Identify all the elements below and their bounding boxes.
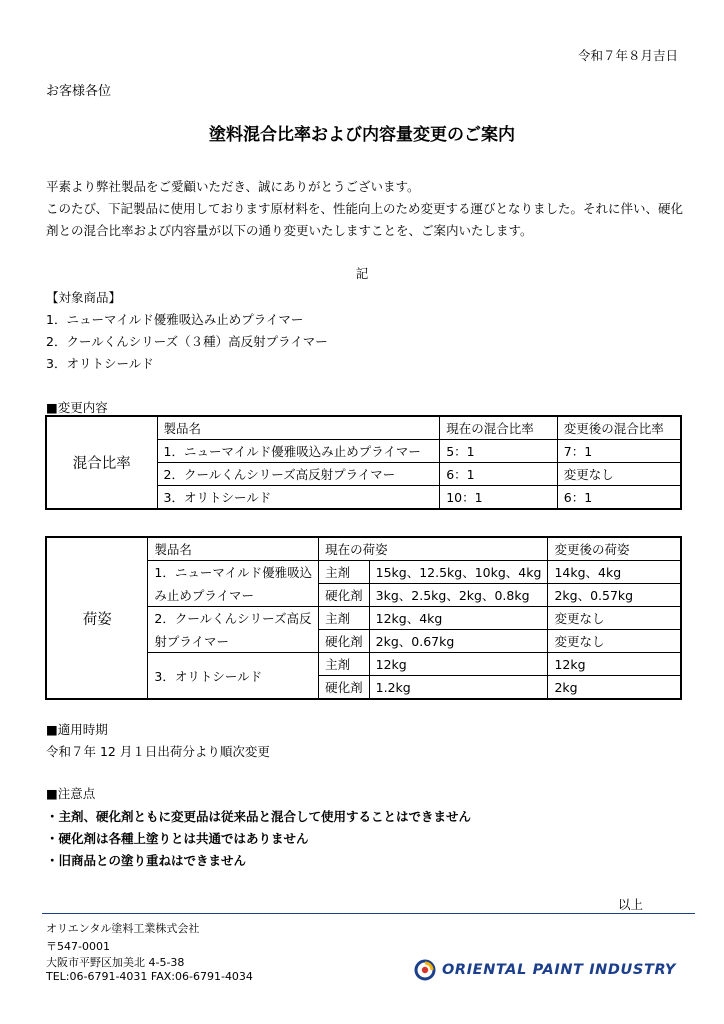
current-pack-cell: 12kg xyxy=(369,653,548,676)
note-item: ・硬化剤は各種上塗りとは共通ではありません xyxy=(46,831,309,846)
company-logo xyxy=(414,957,676,983)
issue-date: 令和７年８月吉日 xyxy=(577,48,678,63)
product-name-cell: 2．クールくんシリーズ高反 xyxy=(148,607,319,630)
new-pack-cell: 12kg xyxy=(548,653,681,676)
new-pack-cell: 2kg xyxy=(548,676,681,700)
current-pack-cell: 1.2kg xyxy=(369,676,548,700)
intro-greeting: 平素より弊社製品をご愛顧いただき、誠にありがとうございます。 xyxy=(46,179,420,194)
period-text: 令和７年 12 月１日出荷分より順次変更 xyxy=(46,744,270,759)
table-header-cell: 製品名 xyxy=(157,416,440,440)
new-pack-cell: 変更なし xyxy=(548,607,681,630)
current-pack-cell: 3kg、2.5kg、2kg、0.8kg xyxy=(369,584,548,607)
company-name: オリエンタル塗料工業株式会社 xyxy=(46,922,200,935)
closing-mark: 以上 xyxy=(618,897,644,912)
product-name-cell: 3．オリトシールド xyxy=(148,653,319,700)
product-name-cell: み止めプライマー xyxy=(148,584,319,607)
mix-ratio-label: 混合比率 xyxy=(46,416,157,509)
component-cell: 主剤 xyxy=(319,561,370,584)
document-title: 塗料混合比率および内容量変更のご案内 xyxy=(209,125,515,145)
intro-paragraph: このたび、下記製品に使用しております原材料を、性能向上のため変更する運びとなりました。それに伴い、硬化剤との混合比率および内容量が以下の通り変更いたしますことを、ご案内いたします。 xyxy=(46,201,684,238)
logo-wordmark: ORIENTAL PAINT INDUSTRY xyxy=(442,962,676,978)
table-header-cell: 製品名 xyxy=(148,537,319,561)
table-header-row xyxy=(46,537,681,561)
salutation: お客様各位 xyxy=(46,84,112,99)
product-name-cell: 射プライマー xyxy=(148,630,319,653)
component-cell: 主剤 xyxy=(319,653,370,676)
product-name-cell: 1．ニューマイルド優雅吸込み止めプライマー xyxy=(157,440,440,463)
new-pack-cell: 2kg、0.57kg xyxy=(548,584,681,607)
company-postal: 〒547-0001 xyxy=(46,940,110,953)
component-cell: 主剤 xyxy=(319,607,370,630)
current-pack-cell: 2kg、0.67kg xyxy=(369,630,548,653)
footer-divider xyxy=(42,913,695,914)
ki-marker: 記 xyxy=(355,266,369,281)
packaging-table xyxy=(45,536,682,700)
company-address: 大阪市平野区加美北 4-5-38 xyxy=(46,956,185,969)
target-item: 3．オリトシールド xyxy=(46,356,154,371)
product-name-cell: 2．クールくんシリーズ高反射プライマー xyxy=(157,463,440,486)
company-contact: TEL:06-6791-4031 FAX:06-6791-4034 xyxy=(46,970,253,983)
new-pack-cell: 14kg、4kg xyxy=(548,561,681,584)
new-ratio-cell: 6：1 xyxy=(557,486,681,510)
table-header-row xyxy=(46,416,681,440)
current-ratio-cell: 5：1 xyxy=(440,440,558,463)
changes-heading: ■変更内容 xyxy=(46,400,108,415)
note-item: ・旧商品との塗り重ねはできません xyxy=(46,853,247,868)
current-ratio-cell: 6：1 xyxy=(440,463,558,486)
current-pack-cell: 15kg、12.5kg、10kg、4kg xyxy=(369,561,548,584)
new-ratio-cell: 変更なし xyxy=(557,463,681,486)
product-name-cell: 1．ニューマイルド優雅吸込 xyxy=(148,561,319,584)
notes-heading: ■注意点 xyxy=(46,786,96,801)
current-ratio-cell: 10：1 xyxy=(440,486,558,510)
note-item: ・主剤、硬化剤ともに変更品は従来品と混合して使用することはできません xyxy=(46,809,472,824)
new-ratio-cell: 7：1 xyxy=(557,440,681,463)
component-cell: 硬化剤 xyxy=(319,676,370,700)
table-header-cell: 現在の混合比率 xyxy=(440,416,558,440)
table-header-cell: 現在の荷姿 xyxy=(319,537,548,561)
swirl-logo-icon xyxy=(414,959,436,981)
target-heading: 【対象商品】 xyxy=(46,290,122,305)
product-name-cell: 3．オリトシールド xyxy=(157,486,440,510)
component-cell: 硬化剤 xyxy=(319,630,370,653)
table-header-cell: 変更後の混合比率 xyxy=(557,416,681,440)
mix-ratio-table xyxy=(45,415,682,510)
component-cell: 硬化剤 xyxy=(319,584,370,607)
new-pack-cell: 変更なし xyxy=(548,630,681,653)
table-header-cell: 変更後の荷姿 xyxy=(548,537,681,561)
period-heading: ■適用時期 xyxy=(46,722,108,737)
packaging-label: 荷姿 xyxy=(46,537,148,699)
current-pack-cell: 12kg、4kg xyxy=(369,607,548,630)
target-item: 1．ニューマイルド優雅吸込み止めプライマー xyxy=(46,312,304,327)
target-item: 2．クールくんシリーズ（３種）高反射プライマー xyxy=(46,334,328,349)
